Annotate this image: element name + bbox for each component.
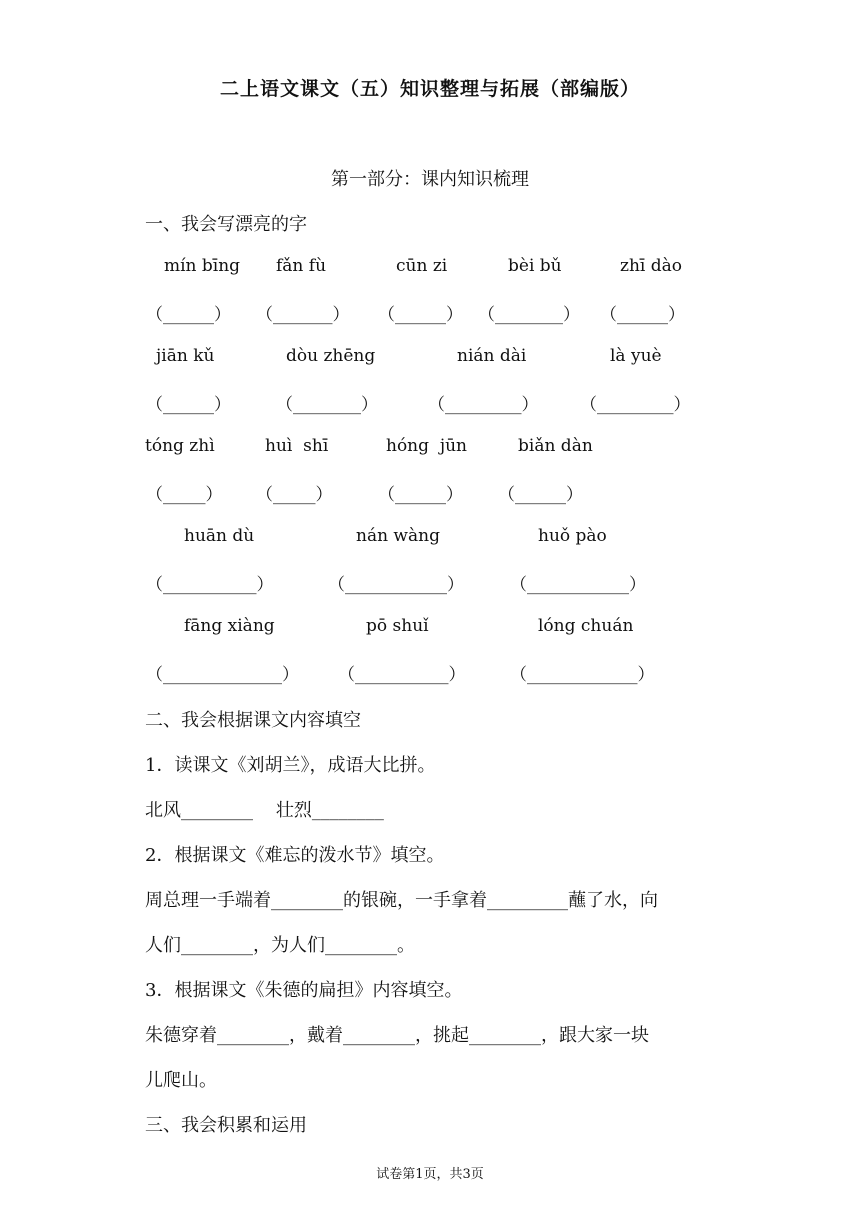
answer-blank[interactable]: （____________） <box>328 575 464 595</box>
answer-blank[interactable]: （____________） <box>510 575 646 595</box>
pinyin-item: fǎn fù <box>276 256 327 276</box>
pinyin-item: bèi bǔ <box>508 256 562 276</box>
answer-blank[interactable]: （___________） <box>146 575 274 595</box>
answer-blank[interactable]: （______） <box>378 305 463 325</box>
part-title: 第一部分：课内知识梳理 <box>331 169 529 190</box>
pinyin-item: fāng xiàng <box>184 616 275 636</box>
answer-blank[interactable]: （_____________） <box>510 665 655 685</box>
fill-in-line[interactable]: 北风________ 壮烈________ <box>145 800 384 821</box>
pinyin-item: là yuè <box>610 346 662 366</box>
pinyin-item: pō shuǐ <box>366 616 429 636</box>
fill-in-line[interactable]: 儿爬山。 <box>145 1070 217 1091</box>
question-prompt: 3．根据课文《朱德的扁担》内容填空。 <box>145 980 463 1001</box>
pinyin-item: dòu zhēng <box>286 346 376 366</box>
section-heading-1: 一、我会写漂亮的字 <box>145 214 307 235</box>
answer-blank[interactable]: （_____） <box>256 485 333 505</box>
pinyin-item: huān dù <box>184 526 255 546</box>
answer-blank[interactable]: （________） <box>276 395 378 415</box>
question-prompt: 2．根据课文《难忘的泼水节》填空。 <box>145 845 445 866</box>
pinyin-item: cūn zi <box>396 256 448 276</box>
fill-in-line[interactable]: 人们________，为人们________。 <box>145 935 415 956</box>
answer-blank[interactable]: （______） <box>146 305 231 325</box>
pinyin-item: zhī dào <box>620 256 682 276</box>
answer-blank[interactable]: （_____） <box>146 485 223 505</box>
answer-blank[interactable]: （______________） <box>146 665 299 685</box>
answer-blank[interactable]: （______） <box>600 305 685 325</box>
pinyin-item: lóng chuán <box>538 616 634 636</box>
answer-blank[interactable]: （______） <box>378 485 463 505</box>
pinyin-item: mín bīng <box>164 256 241 276</box>
pinyin-item: tóng zhì <box>145 436 215 456</box>
page-footer: 试卷第1页，共3页 <box>376 1167 484 1182</box>
answer-blank[interactable]: （______） <box>498 485 583 505</box>
answer-blank[interactable]: （___________） <box>338 665 466 685</box>
pinyin-item: jiān kǔ <box>156 346 215 366</box>
section-heading-2: 二、我会根据课文内容填空 <box>145 710 361 731</box>
pinyin-item: nián dài <box>457 346 527 366</box>
fill-in-line[interactable]: 朱德穿着________，戴着________，挑起________，跟大家一块 <box>145 1025 649 1046</box>
document-title: 二上语文课文（五）知识整理与拓展（部编版） <box>219 78 640 100</box>
answer-blank[interactable]: （_________） <box>580 395 691 415</box>
answer-blank[interactable]: （_________） <box>428 395 539 415</box>
pinyin-item: biǎn dàn <box>518 436 593 456</box>
answer-blank[interactable]: （________） <box>478 305 580 325</box>
pinyin-item: hóng jūn <box>386 436 467 456</box>
answer-blank[interactable]: （______） <box>146 395 231 415</box>
pinyin-item: huǒ pào <box>538 526 607 546</box>
answer-blank[interactable]: （_______） <box>256 305 350 325</box>
pinyin-item: nán wàng <box>356 526 440 546</box>
fill-in-line[interactable]: 周总理一手端着________的银碗，一手拿着_________蘸了水，向 <box>145 890 658 911</box>
section-heading-3: 三、我会积累和运用 <box>145 1115 307 1136</box>
question-prompt: 1．读课文《刘胡兰》，成语大比拼。 <box>145 755 436 776</box>
pinyin-item: huì shī <box>265 436 329 456</box>
